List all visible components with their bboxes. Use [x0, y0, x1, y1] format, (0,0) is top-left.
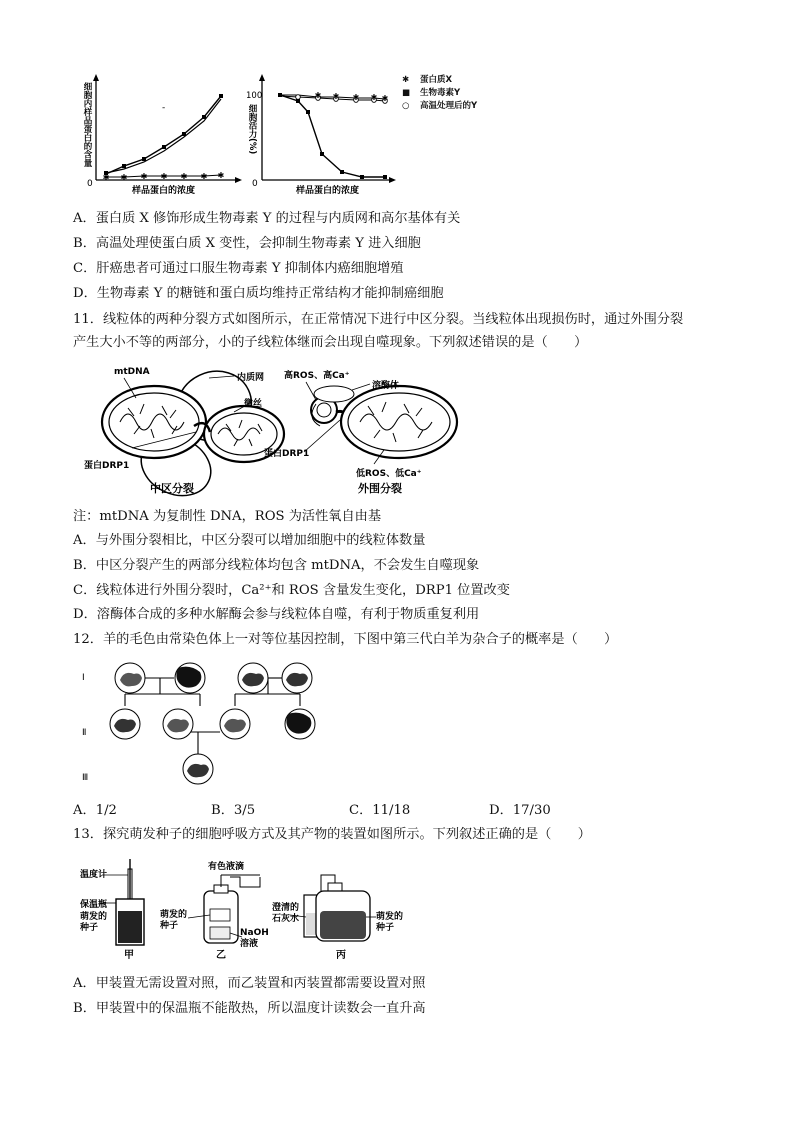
fig-seeds-b2: 种子	[160, 921, 179, 931]
chart-left-xlabel: 样品蛋白的浓度	[132, 186, 196, 196]
q10-chart-left	[84, 74, 244, 198]
q11-option-c: C．线粒体进行外围分裂时，Ca²⁺和 ROS 含量发生变化，DRP1 位置改变	[73, 583, 510, 598]
q12-option-a: A．1/2	[73, 803, 117, 818]
q12-option-c: C．11/18	[349, 803, 411, 818]
fig-seeds-b1: 萌发的	[160, 910, 188, 920]
fig-drp1-right: 蛋白DRP1	[264, 449, 310, 459]
q13-stem: 13．探究萌发种子的细胞呼吸方式及其产物的装置如图所示。下列叙述正确的是（ ）	[73, 827, 591, 842]
fig-seeds-c1: 萌发的	[376, 912, 404, 922]
generation-2: Ⅱ	[82, 728, 87, 738]
fig-lime1: 澄清的	[272, 903, 300, 913]
fig-seeds-a1: 萌发的	[80, 912, 108, 922]
q11-option-d: D．溶酶体合成的多种水解酶会参与线粒体自噬，有利于物质重复利用	[73, 607, 480, 622]
svg-text:✱: ✱	[180, 172, 188, 181]
q12-stem: 12．羊的毛色由常染色体上一对等位基因控制，下图中第三代白羊为杂合子的概率是（ ）	[73, 632, 618, 647]
q11-note: 注：mtDNA 为复制性 DNA，ROS 为活性氧自由基	[73, 509, 382, 524]
fig-label-c: 丙	[336, 950, 346, 961]
q13-apparatus-figure	[80, 855, 420, 965]
fig-caption-left: 中区分裂	[150, 482, 194, 495]
chart-left-ylabel: 细胞内样品蛋白的含量	[82, 82, 92, 167]
legend-marker: ✱	[402, 75, 410, 85]
fig-lime2: 石灰水	[272, 914, 300, 924]
fig-label-a: 甲	[124, 950, 134, 961]
svg-text:✱: ✱	[120, 173, 128, 182]
fig-seeds-a2: 种子	[80, 923, 99, 933]
fig-lysosome: 溶酶体	[372, 381, 400, 391]
q12-pedigree	[80, 656, 330, 796]
q10-chart-right	[246, 74, 396, 198]
q10-option-c: C．肝癌患者可通过口服生物毒素 Y 抑制体内癌细胞增殖	[73, 261, 404, 276]
legend-label: 生物毒素Y	[420, 88, 461, 98]
legend-item	[402, 74, 477, 87]
q12-options	[73, 801, 551, 821]
fig-thermometer: 温度计	[80, 870, 108, 880]
q12-option-b: B．3/5	[211, 803, 256, 818]
fig-label-b: 乙	[216, 950, 226, 961]
svg-text:✱: ✱	[140, 172, 148, 181]
svg-text:✱: ✱	[381, 94, 389, 103]
svg-text:-: -	[162, 103, 166, 113]
chart-right-origin: 0	[252, 179, 258, 189]
fig-flask: 保温瓶	[80, 900, 108, 910]
q11-option-b: B．中区分裂产生的两部分线粒体均包含 mtDNA，不会发生自噬现象	[73, 558, 480, 573]
q10-option-b: B．高温处理使蛋白质 X 变性，会抑制生物毒素 Y 进入细胞	[73, 236, 421, 251]
q13-option-b: B．甲装置中的保温瓶不能散热，所以温度计读数会一直升高	[73, 1001, 426, 1016]
fig-microfilament: 微丝	[244, 399, 263, 409]
svg-text:✱: ✱	[332, 92, 340, 101]
legend-label: 蛋白质X	[420, 75, 453, 85]
q11-mitochondria-figure	[84, 364, 464, 500]
q12-option-d: D．17/30	[489, 803, 551, 818]
q13-option-a: A．甲装置无需设置对照，而乙装置和丙装置都需要设置对照	[73, 976, 426, 991]
fig-low: 低ROS、低Ca⁺	[356, 469, 422, 479]
chart-right-ylabel: 细胞活力(%)	[247, 104, 257, 155]
fig-seeds-c2: 种子	[376, 923, 395, 933]
q11-stem-line2: 产生大小不等的两部分，小的子线粒体继而会出现自噬现象。下列叙述错误的是（ ）	[73, 335, 588, 350]
fig-drp1-left: 蛋白DRP1	[84, 461, 130, 471]
legend-marker: ○	[402, 101, 410, 111]
legend-item	[402, 87, 477, 100]
fig-naoh1: NaOH	[240, 928, 269, 938]
q10-option-d: D．生物毒素 Y 的糖链和蛋白质均维持正常结构才能抑制癌细胞	[73, 286, 444, 301]
q11-stem-line1: 11．线粒体的两种分裂方式如图所示，在正常情况下进行中区分裂。当线粒体出现损伤时，通过外围分裂	[73, 312, 684, 327]
q11-option-a: A．与外围分裂相比，中区分裂可以增加细胞中的线粒体数量	[73, 533, 426, 548]
fig-caption-right: 外围分裂	[358, 482, 402, 495]
chart-right-y100: 100	[246, 91, 263, 101]
generation-1: Ⅰ	[82, 673, 85, 683]
generation-3: Ⅲ	[82, 773, 89, 783]
svg-text:✱: ✱	[200, 172, 208, 181]
q10-option-a: A．蛋白质 X 修饰形成生物毒素 Y 的过程与内质网和高尔基体有关	[73, 211, 461, 226]
fig-er: 内质网	[237, 373, 265, 383]
legend-label: 高温处理后的Y	[420, 101, 478, 111]
svg-text:✱: ✱	[102, 173, 110, 182]
svg-text:✱: ✱	[314, 91, 322, 100]
chart-right-xlabel: 样品蛋白的浓度	[296, 186, 360, 196]
chart-left-origin: 0	[87, 179, 93, 189]
svg-text:✱: ✱	[160, 172, 168, 181]
legend-marker: ■	[402, 88, 411, 98]
fig-naoh2: 溶液	[240, 939, 259, 949]
svg-text:✱: ✱	[217, 171, 225, 180]
fig-droplet: 有色液滴	[208, 862, 245, 872]
fig-high: 高ROS、高Ca⁺	[284, 371, 350, 381]
svg-text:✱: ✱	[370, 93, 378, 102]
fig-mtdna: mtDNA	[114, 367, 150, 377]
q10-legend	[402, 74, 477, 113]
svg-text:✱: ✱	[352, 93, 360, 102]
legend-item	[402, 100, 477, 113]
